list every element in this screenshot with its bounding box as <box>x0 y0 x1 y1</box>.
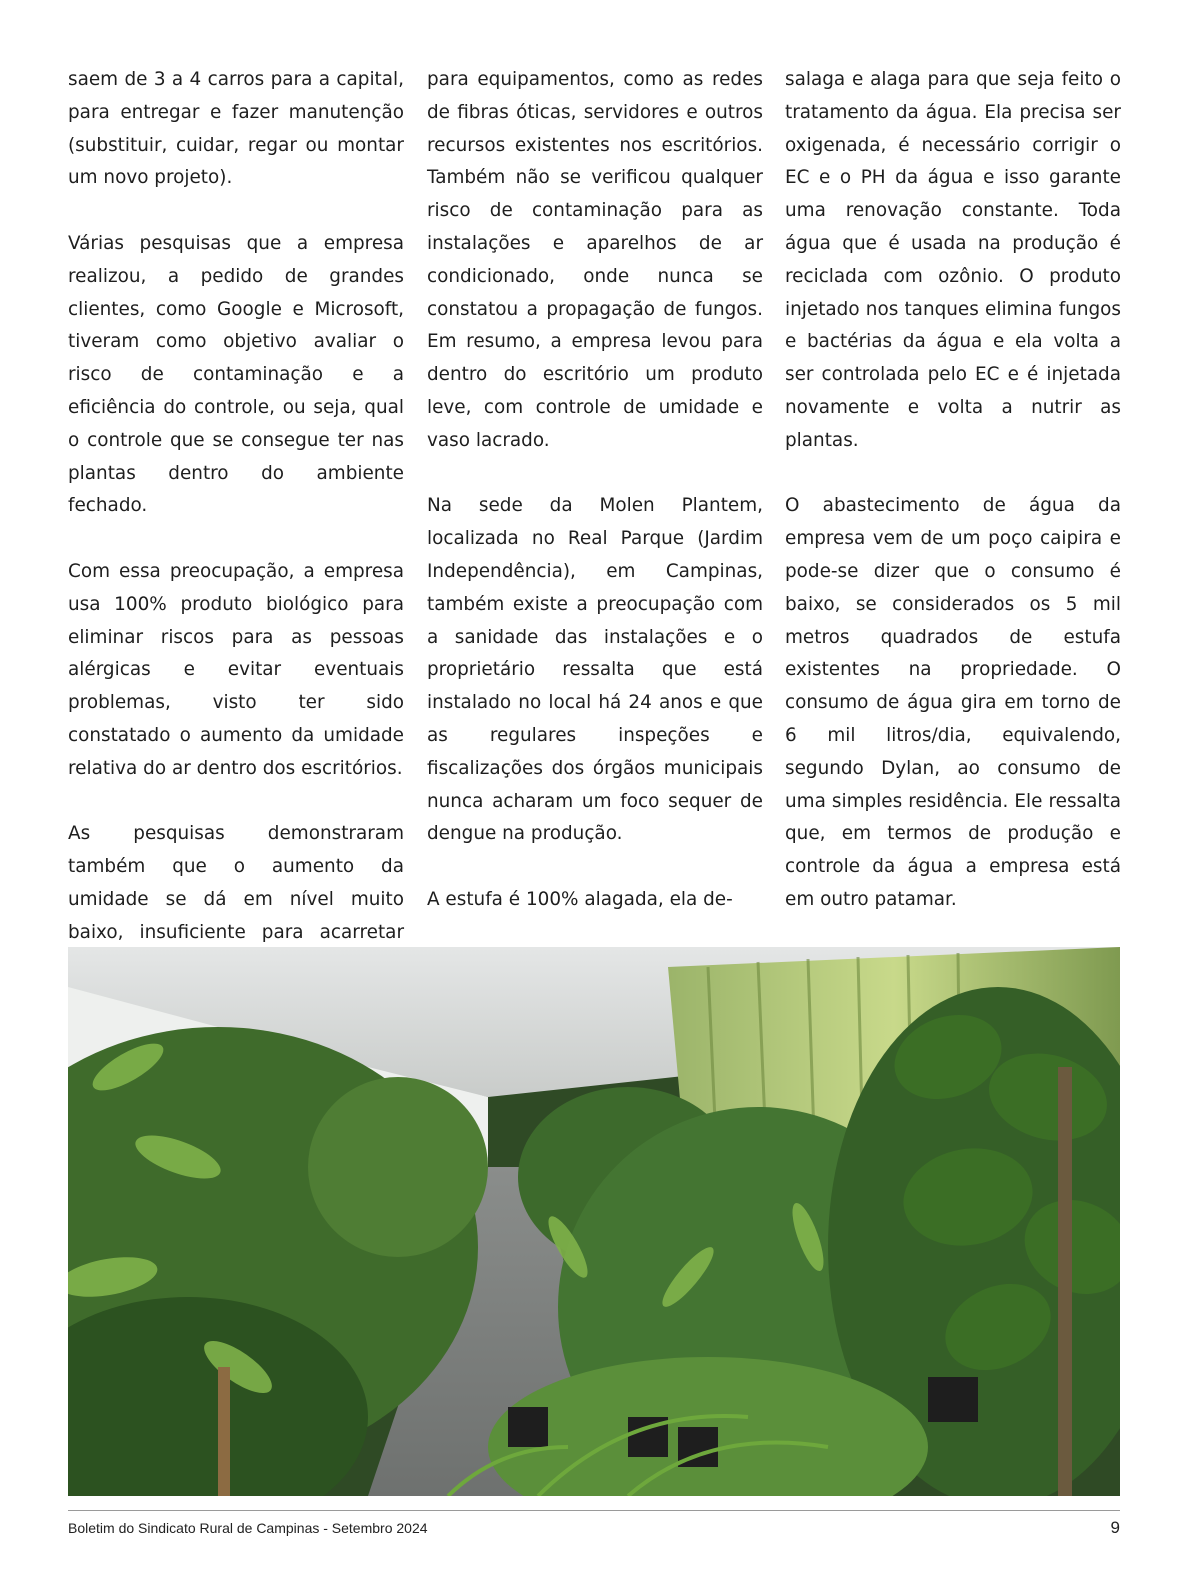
footer-divider <box>68 1510 1120 1511</box>
paragraph: Na sede da Molen Plantem, localizada no Real Parque (Jardim Independência), em Campinas, também existe a preocupação com a sanidade das instalações e o proprietário ressalta que está instalado no local há 24 anos e que as regulares inspeções e fiscalizações dos órgãos municipais nunca acharam um foco sequer de dengue na produção. <box>427 495 763 845</box>
paragraph: para equipamentos, como as redes de fibras óticas, servidores e outros recursos existentes nos escritórios. Também não se verificou qualquer risco de contaminação para as instalações e aparelhos de ar condicionado, onde nunca se constatou a propagação de fungos. Em resumo, a empresa levou para dentro do escritório um produto leve, com controle de umidade e vaso lacrado. <box>427 69 763 451</box>
greenhouse-photo <box>68 947 1120 1496</box>
paragraph: O abastecimento de água da empresa vem de um poço caipira e pode-se dizer que o consumo é baixo, se considerados os 5 mil metros quadrados de estufa existentes na propriedade. O consumo de água gira em torno de 6 mil litros/dia, equivalendo, segundo Dylan, ao consumo de uma simples residência. Ele ressalta que, em termos de produção e controle da água a empresa está em outro patamar. <box>785 495 1121 910</box>
paragraph: salaga e alaga para que seja feito o tratamento da água. Ela precisa ser oxigenada, é necessário corrigir o EC e o PH da água e isso garante uma renovação constante. Toda água que é usada na produção é reciclada com ozônio. O produto injetado nos tanques elimina fungos e bactérias da água e ela volta a ser controlada pelo EC e é injetada novamente e volta a nutrir as plantas. <box>785 69 1121 451</box>
paragraph: As pesquisas demonstraram também que o aumento da umidade se dá em nível muito baixo, insuficiente para acarretar <box>68 823 404 943</box>
page-number: 9 <box>1110 1518 1120 1537</box>
text-column-2 <box>427 64 763 917</box>
paragraph: Várias pesquisas que a empresa realizou, a pedido de grandes clientes, como Google e Microsoft, tiveram como objetivo avaliar o risco de contaminação e a eficiência do controle, ou seja, qual o controle que se consegue ter nas plantas dentro do ambiente fechado. <box>68 232 404 517</box>
footer-publication: Boletim do Sindicato Rural de Campinas - Setembro 2024 <box>68 1520 428 1536</box>
text-column-3 <box>785 64 1121 917</box>
paragraph: A estufa é 100% alagada, ela de- <box>427 888 733 910</box>
text-column-1 <box>68 64 404 982</box>
paragraph: saem de 3 a 4 carros para a capital, para entregar e fazer manutenção (substituir, cuidar, regar ou montar um novo projeto). <box>68 69 404 189</box>
paragraph: Com essa preocupação, a empresa usa 100% produto biológico para eliminar riscos para as pessoas alérgicas e evitar eventuais problemas, visto ter sido constatado o aumento da umidade relativa do ar dentro dos escritórios. <box>68 560 404 779</box>
